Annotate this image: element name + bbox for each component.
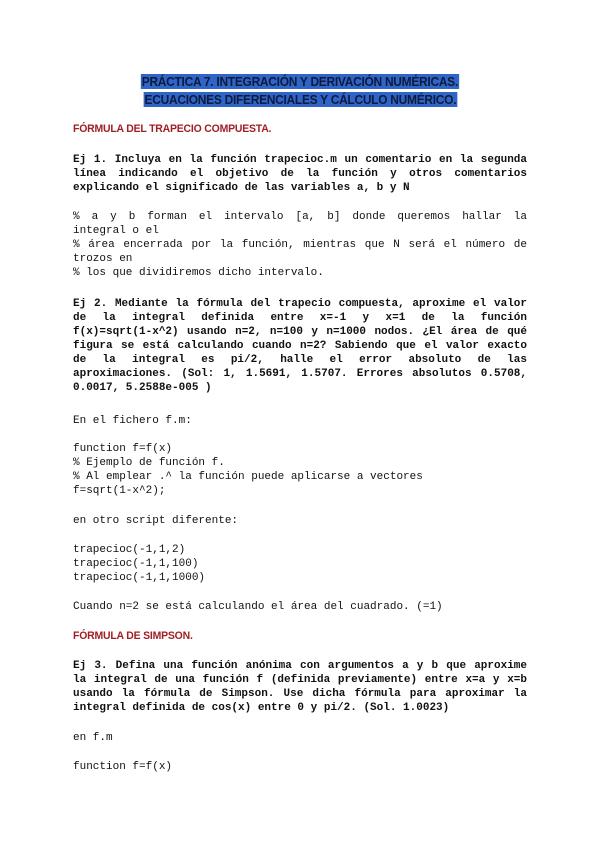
exercise-3-line: integral definida de cos(x) entre 0 y pi/2. (Sol. 1.0023) [73,702,450,714]
exercise-2-line: Ej 2. Mediante la fórmula del trapecio compuesta, aproxime el valor [73,298,527,310]
exercise-2-line: f(x)=sqrt(1-x^2) usando n=2, n=100 y n=1000 nodos. ¿El área de qué [73,326,527,338]
code-block-f [73,442,527,498]
file-label-f: en f.m [73,732,113,744]
exercise-1-answer [73,210,527,280]
code-line: function f=f(x) [73,443,173,455]
exercise-2-line: de la integral definida entre x=-1 y x=1 de la función [73,312,527,324]
exercise-1-line: línea indicando el objetivo de la función y otros comentarios [73,168,527,180]
code-line: % Ejemplo de función f. [73,457,225,469]
title-line-1: PRÁCTICA 7. INTEGRACIÓN Y DERIVACIÓN NUMÉRICAS. [141,74,459,89]
script-label: en otro script diferente: [73,515,239,527]
exercise-2-statement [73,297,527,395]
exercise-2-line: de la integral es pi/2, halle el error absoluto de las [73,354,527,366]
code-block-trapecioc [73,543,527,585]
comment-line: % área encerrada por la función, mientras que N será el número de [73,239,527,251]
exercise-3-line: usando la fórmula de Simpson. Use dicha fórmula para aproximar la [73,688,527,700]
exercise-2-line: figura se está calculando cuando n=2? Sabiendo que el valor exacto [73,340,527,352]
exercise-1-line: Ej 1. Incluya en la función trapecioc.m un comentario en la segunda [73,154,527,166]
exercise-3-line: la integral de una función f (definida previamente) entre x=a y x=b [73,674,527,686]
section-heading-trapecio: FÓRMULA DEL TRAPECIO COMPUESTA. [73,123,272,135]
code-line: trapecioc(-1,1,1000) [73,572,206,584]
code-line: function f=f(x) [73,761,173,773]
exercise-2-line: 0.0017, 5.2588e-005 ) [73,382,212,394]
comment-line: % a y b forman el intervalo [a, b] donde queremos hallar la [73,211,527,223]
file-label: En el fichero f.m: [73,415,192,427]
comment-line: % los que dividiremos dicho intervalo. [73,267,324,279]
document-title [0,73,600,109]
comment-line: integral o el [73,225,159,237]
exercise-1-statement [73,153,527,195]
section-heading-simpson: FÓRMULA DE SIMPSON. [73,630,193,642]
code-line: f=sqrt(1-x^2); [73,485,166,497]
exercise-1-line: explicando el significado de las variables a, b y N [73,182,410,194]
exercise-3-statement [73,659,527,715]
comment-line: trozos en [73,253,133,265]
exercise-3-line: Ej 3. Defina una función anónima con argumentos a y b que aproxime [73,660,527,672]
exercise-2-line: aproximaciones. (Sol: 1, 1.5691, 1.5707. Errores absolutos 0.5708, [73,368,527,380]
exercise-2-answer: Cuando n=2 se está calculando el área del cuadrado. (=1) [73,601,443,613]
title-line-2: ECUACIONES DIFERENCIALES Y CÁLCULO NUMÉRICO. [144,92,456,107]
code-line: trapecioc(-1,1,100) [73,558,199,570]
code-line: trapecioc(-1,1,2) [73,544,186,556]
code-line: % Al emplear .^ la función puede aplicarse a vectores [73,471,423,483]
